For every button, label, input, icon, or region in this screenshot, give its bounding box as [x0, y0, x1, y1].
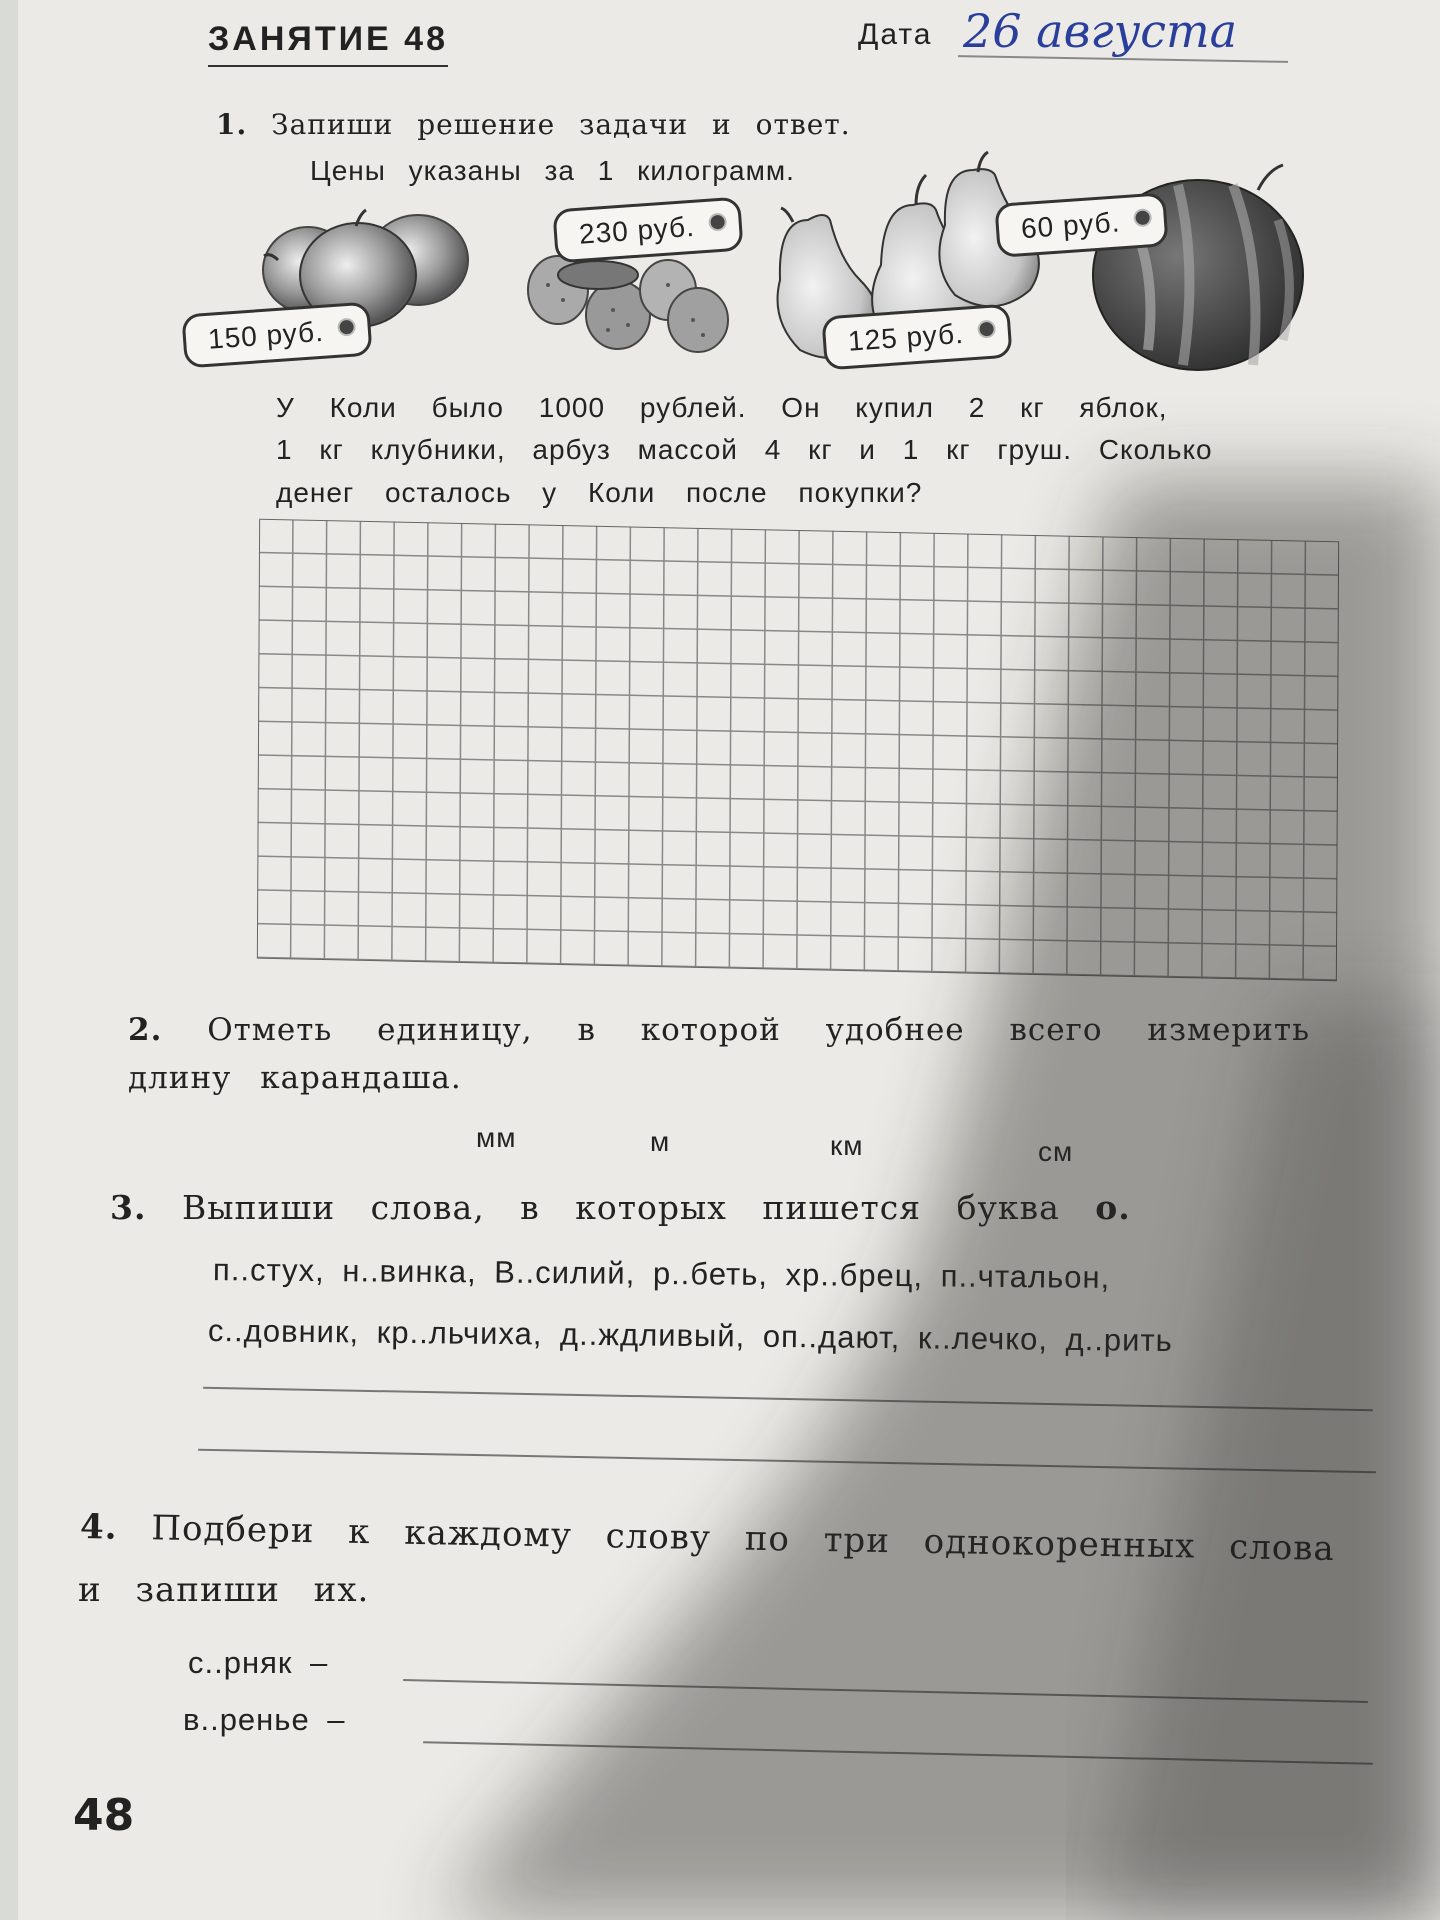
task3-letter: о. — [1095, 1188, 1131, 1227]
task2-header — [128, 1012, 1310, 1048]
tag-hole-icon — [977, 320, 996, 339]
unit-mm[interactable]: мм — [476, 1122, 517, 1153]
problem-line-3: денег осталось у Коли после покупки? — [276, 477, 923, 508]
tag-hole-icon — [337, 318, 356, 337]
unit-km[interactable]: км — [830, 1130, 864, 1161]
task2-instruction-2: длину карандаша. — [128, 1060, 462, 1096]
problem-line-2: 1 кг клубники, арбуз массой 4 кг и 1 кг груш. Сколько — [276, 434, 1213, 465]
task3-header — [110, 1188, 1131, 1227]
tag-hole-icon — [708, 213, 727, 232]
task3-answer-line-1[interactable] — [203, 1387, 1373, 1411]
task4-answer-line-1[interactable] — [403, 1679, 1368, 1703]
date-handwritten: 26 августа — [963, 4, 1238, 58]
task3-instruction: Выпиши слова, в которых пишется буква — [181, 1188, 1060, 1227]
tag-hole-icon — [1133, 208, 1152, 227]
task4-answer-line-2[interactable] — [423, 1741, 1373, 1765]
task4-instruction-2: и запиши их. — [78, 1570, 370, 1610]
task1-note: Цены указаны за 1 килограмм. — [310, 155, 795, 186]
price-apples: 150 руб. — [207, 315, 325, 355]
price-watermelon: 60 руб. — [1020, 206, 1122, 245]
lesson-title: ЗАНЯТИЕ 48 — [208, 20, 448, 67]
task3-words-line-1: п..стух, н..винка, В..силий, р..беть, хр..брец, п..чтальон, — [212, 1252, 1111, 1295]
unit-cm[interactable]: см — [1038, 1136, 1074, 1167]
page-number: 48 — [73, 1790, 135, 1841]
task4-header — [80, 1507, 1335, 1569]
fruit-illustration — [248, 150, 1328, 380]
task1-number: 1. — [216, 108, 248, 141]
task4-word-2: в..ренье – — [183, 1702, 346, 1737]
answer-grid[interactable] — [257, 519, 1339, 982]
date-label: Дата — [858, 18, 933, 51]
task1-instruction: Запиши решение задачи и ответ. — [271, 108, 851, 141]
unit-m[interactable]: м — [650, 1126, 671, 1157]
task4-word-1: с..рняк – — [188, 1645, 329, 1680]
strawberry-icon — [528, 256, 728, 352]
task2-instruction: Отметь единицу, в которой удобнее всего измерить — [207, 1012, 1310, 1048]
task1-header — [216, 108, 851, 141]
workbook-page — [18, 0, 1440, 1920]
task2-number: 2. — [128, 1012, 163, 1048]
task4-instruction: Подбери к каждому слову по три однокоренных слова — [151, 1508, 1336, 1569]
task3-words-line-2: с..довник, кр..льчиха, д..ждливый, оп..дают, к..лечко, д..рить — [207, 1312, 1174, 1359]
problem-line-1: У Коли было 1000 рублей. Он купил 2 кг яблок, — [276, 392, 1168, 423]
task3-answer-line-2[interactable] — [198, 1449, 1376, 1474]
price-strawberry: 230 руб. — [578, 210, 696, 250]
task4-number: 4. — [79, 1507, 118, 1548]
price-pears: 125 руб. — [847, 317, 965, 357]
task3-number: 3. — [110, 1188, 147, 1227]
